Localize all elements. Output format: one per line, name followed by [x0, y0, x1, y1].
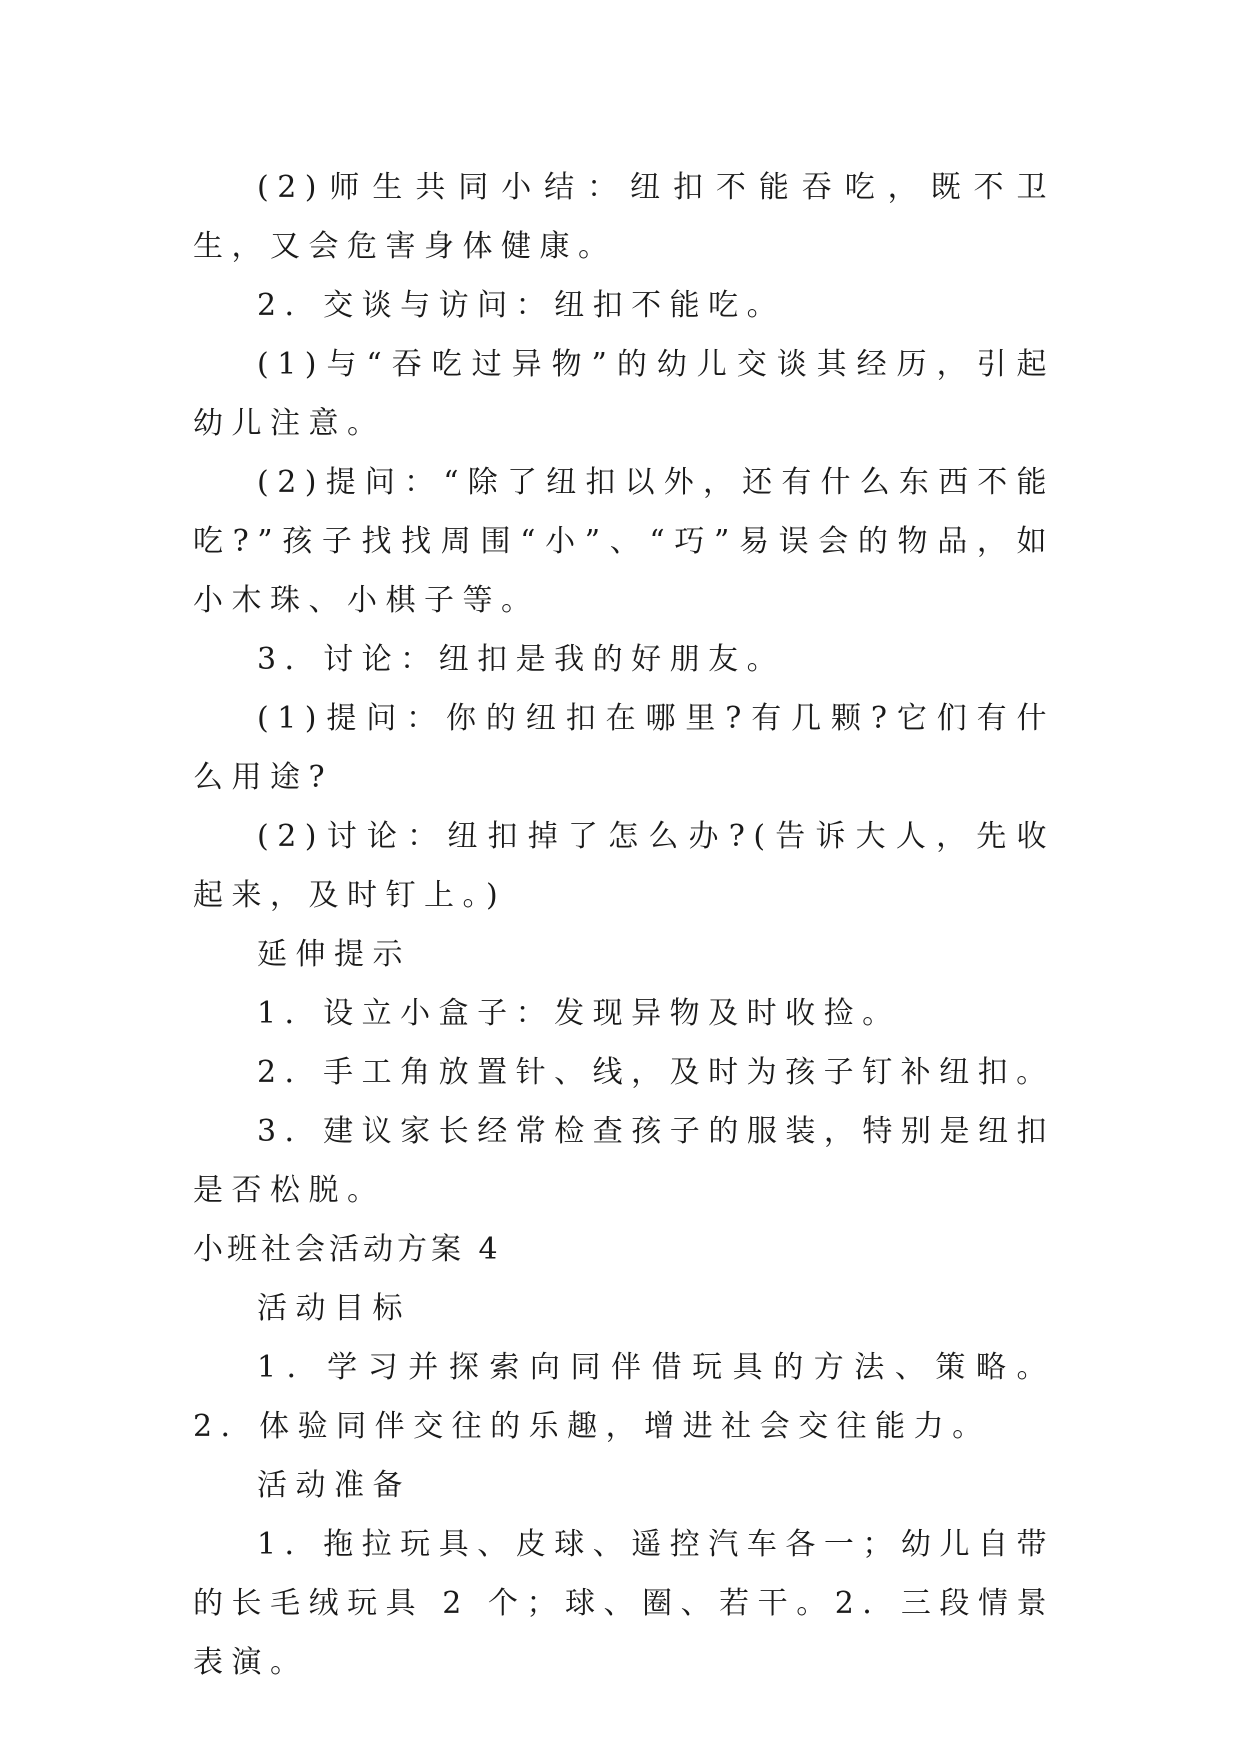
paragraph: 3．建议家长经常检查孩子的服装，特别是纽扣是否松脱。: [193, 1114, 1055, 1208]
paragraph: (1)提问：你的纽扣在哪里?有几颗?它们有什么用途?: [193, 701, 1055, 795]
paragraph: 1．设立小盒子：发现异物及时收捡。: [257, 996, 901, 1031]
section-heading: 小班社会活动方案 4: [193, 1232, 502, 1267]
paragraph: (2)师生共同小结：纽扣不能吞吃，既不卫生，又会危害身体健康。: [193, 170, 1055, 264]
section-label-preparation: 活动准备: [257, 1468, 411, 1503]
paragraph: 1．拖拉玩具、皮球、遥控汽车各一；幼儿自带的长毛绒玩具 2 个；球、圈、若干。2．三段情景表演。: [193, 1527, 1055, 1680]
paragraph: 1．学习并探索向同伴借玩具的方法、策略。2．体验同伴交往的乐趣，增进社会交往能力。: [193, 1350, 1055, 1444]
paragraph: 2．手工角放置针、线，及时为孩子钉补纽扣。: [257, 1055, 1055, 1090]
section-label-goals: 活动目标: [257, 1291, 411, 1326]
paragraph: 3．讨论：纽扣是我的好朋友。: [257, 642, 786, 677]
document-page: [193, 158, 1055, 1692]
paragraph: (2)讨论：纽扣掉了怎么办?(告诉大人，先收起来，及时钉上。): [193, 819, 1055, 913]
paragraph: (1)与“吞吃过异物”的幼儿交谈其经历，引起幼儿注意。: [193, 347, 1055, 441]
paragraph: 2．交谈与访问：纽扣不能吃。: [257, 288, 786, 323]
section-label-extension: 延伸提示: [257, 937, 411, 972]
paragraph: (2)提问：“除了纽扣以外，还有什么东西不能吃?”孩子找找周围“小”、“巧”易误会的物品，如小木珠、小棋子等。: [193, 465, 1055, 618]
